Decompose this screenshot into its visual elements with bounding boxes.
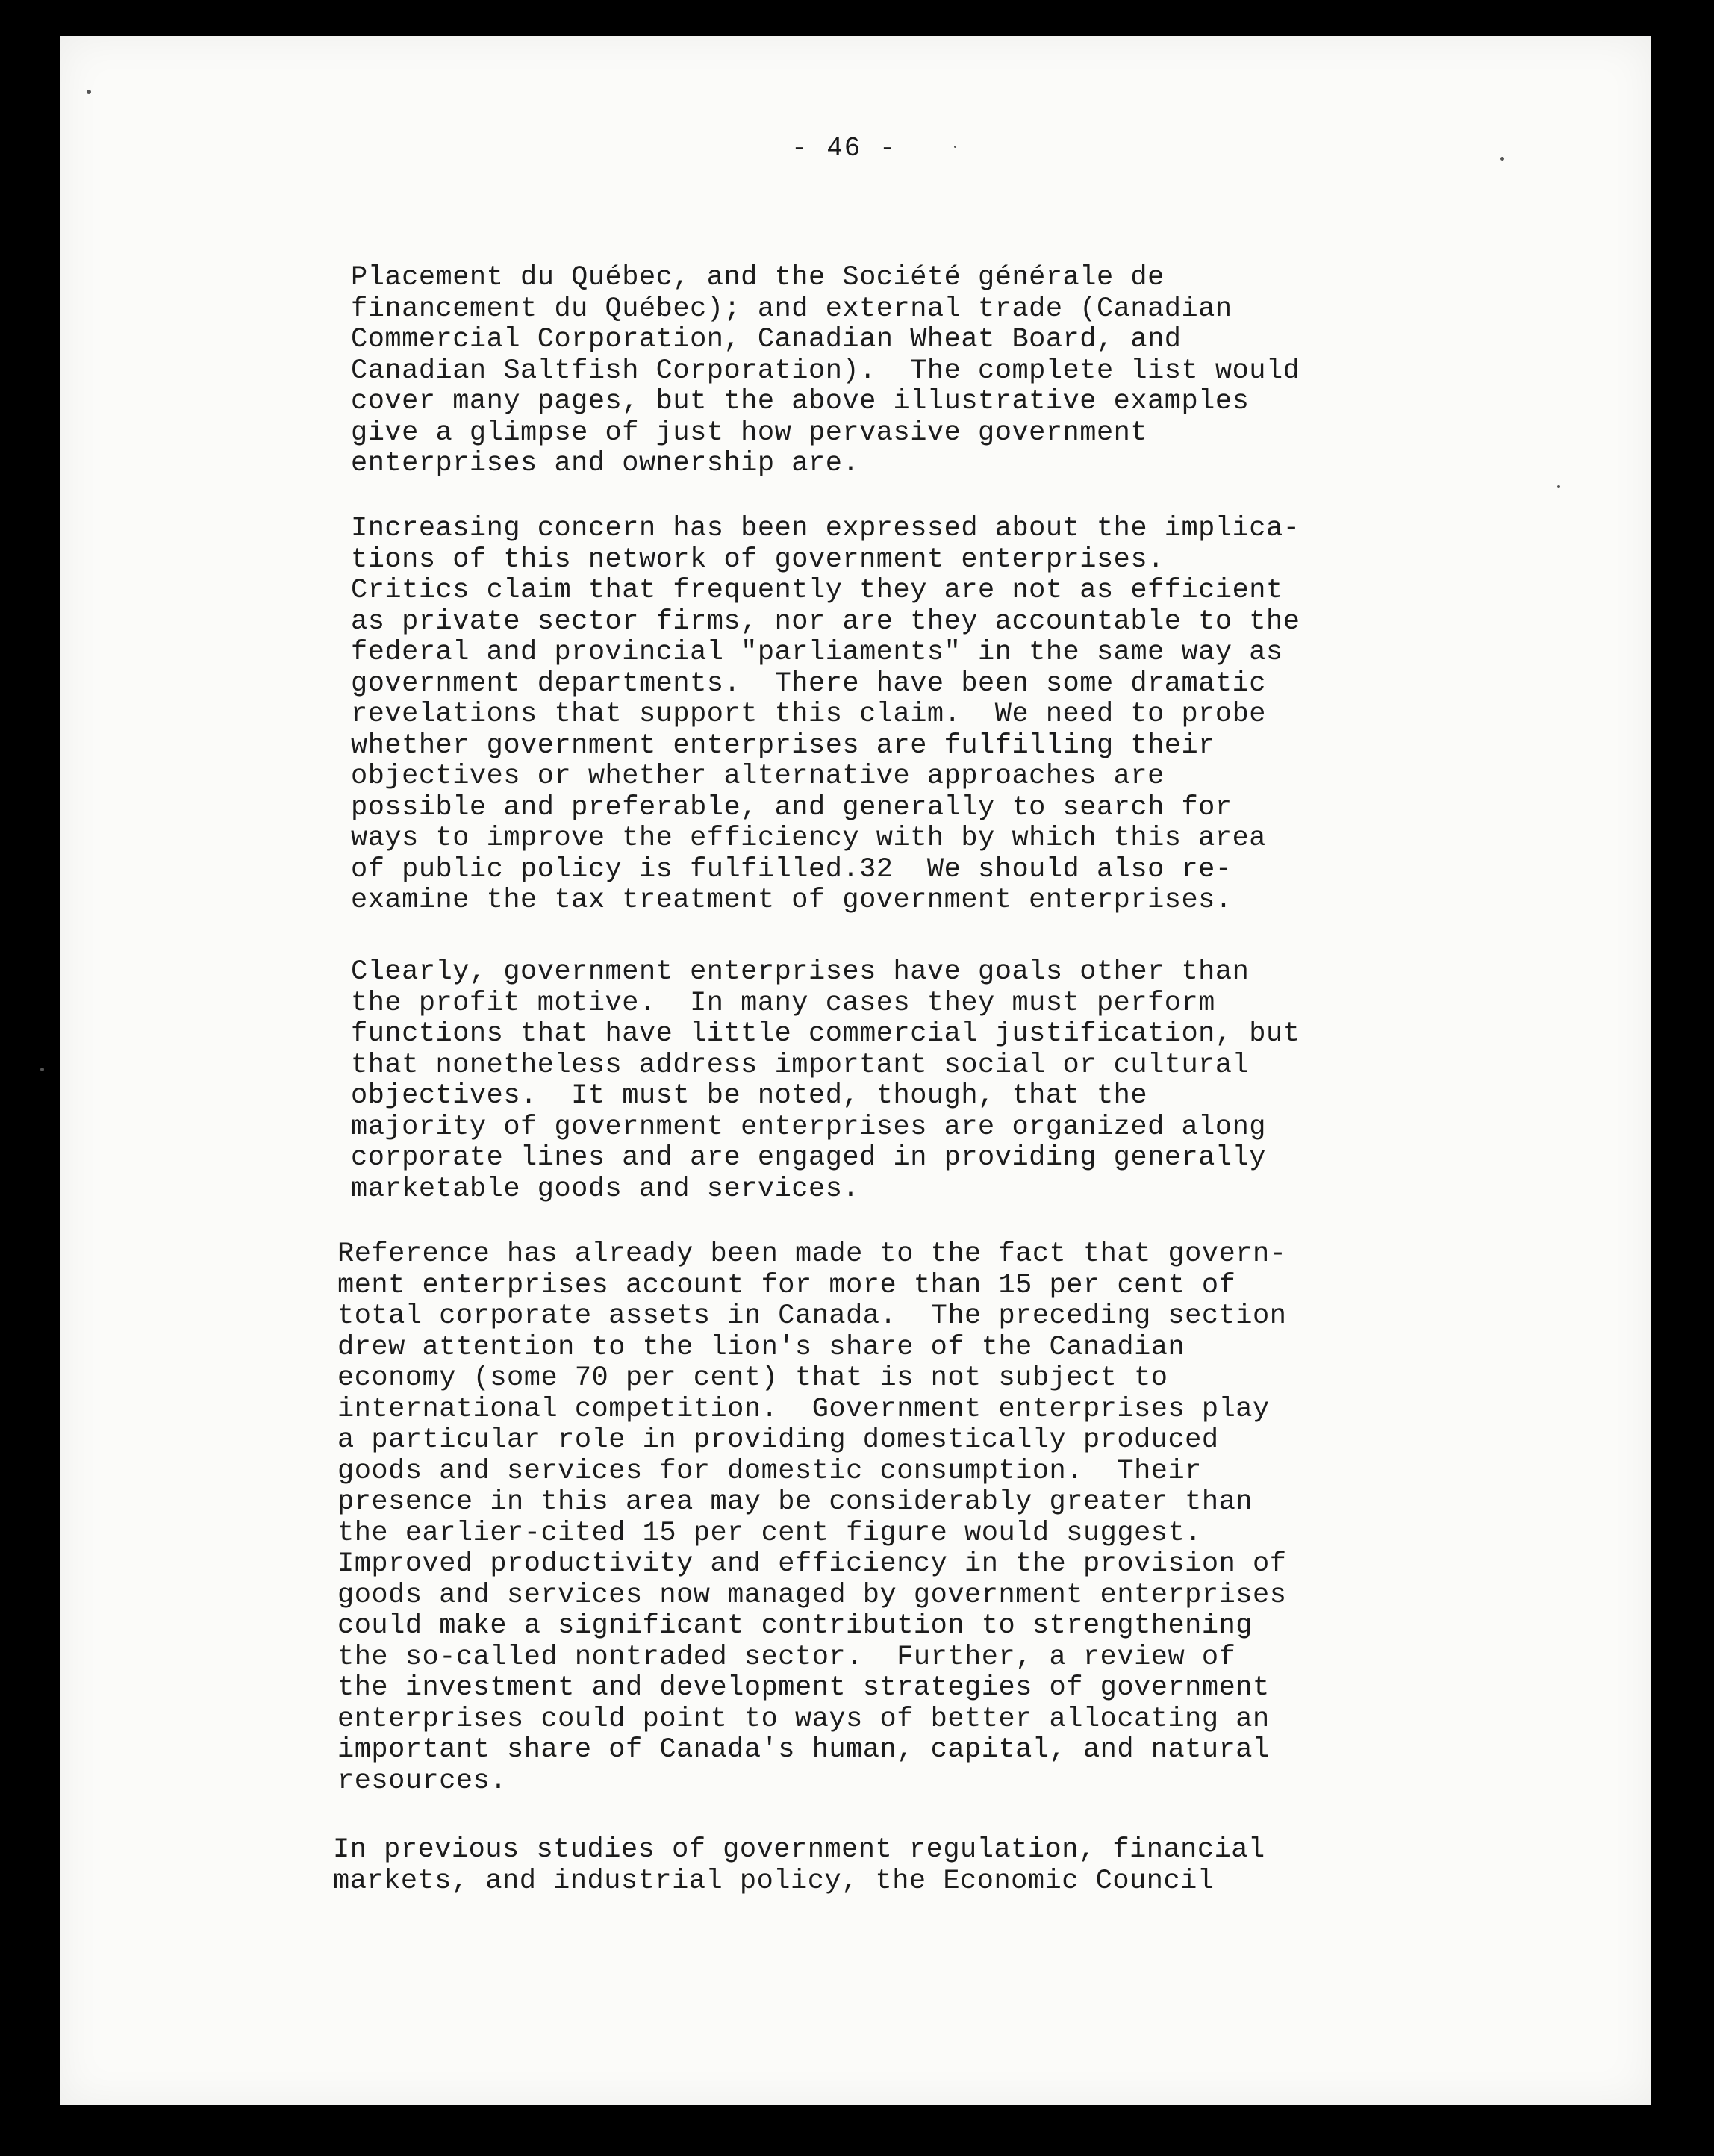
text-line: Canadian Saltfish Corporation). The complete list would bbox=[351, 355, 1300, 387]
paragraph-1 bbox=[351, 263, 1441, 480]
text-line: corporate lines and are engaged in providing generally bbox=[351, 1142, 1266, 1174]
text-line: Critics claim that frequently they are not as efficient bbox=[351, 575, 1283, 606]
text-line: Reference has already been made to the fact that govern- bbox=[337, 1239, 1287, 1270]
page-number: - 46 - bbox=[791, 133, 897, 163]
paragraph-5 bbox=[333, 1835, 1423, 1897]
text-line: international competition. Government enterprises play bbox=[337, 1393, 1270, 1425]
text-line: total corporate assets in Canada. The preceding section bbox=[337, 1300, 1287, 1332]
text-line: of public policy is fulfilled.32 We should also re- bbox=[351, 853, 1232, 885]
text-line: examine the tax treatment of government enterprises. bbox=[351, 885, 1232, 916]
text-line: possible and preferable, and generally to search for bbox=[351, 791, 1232, 823]
text-line: government departments. There have been some dramatic bbox=[351, 667, 1266, 700]
text-line: important share of Canada's human, capital, and natural bbox=[337, 1734, 1270, 1766]
text-line: ment enterprises account for more than 15 per cent of bbox=[337, 1269, 1236, 1301]
text-line: objectives or whether alternative approaches are bbox=[351, 761, 1165, 792]
text-line: majority of government enterprises are organized along bbox=[351, 1111, 1266, 1143]
scan-speck bbox=[954, 146, 956, 148]
text-line: In previous studies of government regulation, financial bbox=[333, 1834, 1265, 1866]
text-line: objectives. It must be noted, though, that the bbox=[351, 1080, 1148, 1112]
text-line: that nonetheless address important social or cultural bbox=[351, 1049, 1250, 1081]
scan-speck bbox=[1500, 157, 1504, 161]
text-line: could make a significant contribution to strengthening bbox=[337, 1610, 1253, 1642]
text-line: presence in this area may be considerably greater than bbox=[337, 1486, 1253, 1518]
text-line: the profit motive. In many cases they must perform bbox=[351, 987, 1215, 1019]
text-line: drew attention to the lion's share of the Canadian bbox=[337, 1331, 1185, 1363]
text-line: markets, and industrial policy, the Economic Council bbox=[333, 1865, 1215, 1897]
text-line: the investment and development strategies of government bbox=[337, 1672, 1270, 1704]
text-line: revelations that support this claim. We need to probe bbox=[351, 699, 1266, 730]
text-line: cover many pages, but the above illustrative examples bbox=[351, 386, 1250, 417]
paragraph-3 bbox=[351, 957, 1441, 1205]
text-line: Placement du Québec, and the Société générale de bbox=[351, 262, 1165, 293]
text-line: functions that have little commercial justification, but bbox=[351, 1018, 1300, 1050]
text-line: Clearly, government enterprises have goals other than bbox=[351, 956, 1250, 988]
paragraph-4 bbox=[337, 1239, 1427, 1797]
text-line: Commercial Corporation, Canadian Wheat Board, and bbox=[351, 324, 1182, 355]
text-line: a particular role in providing domestically produced bbox=[337, 1424, 1219, 1456]
text-line: federal and provincial "parliaments" in the same way as bbox=[351, 637, 1283, 668]
text-line: resources. bbox=[337, 1765, 508, 1797]
text-line: as private sector firms, nor are they accountable to the bbox=[351, 605, 1300, 638]
text-line: goods and services for domestic consumption. Their bbox=[337, 1455, 1202, 1487]
text-line: economy (some 70 per cent) that is not subject to bbox=[337, 1362, 1168, 1394]
text-line: enterprises could point to ways of better allocating an bbox=[337, 1703, 1270, 1735]
text-line: tions of this network of government enterprises. bbox=[351, 543, 1165, 576]
scan-speck bbox=[1557, 485, 1560, 488]
text-line: the so-called nontraded sector. Further, a review of bbox=[337, 1641, 1236, 1673]
text-line: give a glimpse of just how pervasive government bbox=[351, 417, 1148, 449]
text-line: marketable goods and services. bbox=[351, 1173, 860, 1205]
scan-speck bbox=[40, 1068, 44, 1071]
text-line: financement du Québec); and external trade (Canadian bbox=[351, 293, 1232, 325]
text-line: Improved productivity and efficiency in the provision of bbox=[337, 1548, 1287, 1580]
text-line: goods and services now managed by government enterprises bbox=[337, 1579, 1287, 1611]
scan-speck bbox=[87, 90, 91, 94]
paragraph-2 bbox=[351, 514, 1441, 917]
text-line: the earlier-cited 15 per cent figure would suggest. bbox=[337, 1517, 1202, 1549]
text-line: ways to improve the efficiency with by which this area bbox=[351, 823, 1266, 854]
text-line: whether government enterprises are fulfilling their bbox=[351, 729, 1215, 761]
text-line: Increasing concern has been expressed about the implica- bbox=[351, 513, 1300, 544]
text-line: enterprises and ownership are. bbox=[351, 448, 860, 479]
